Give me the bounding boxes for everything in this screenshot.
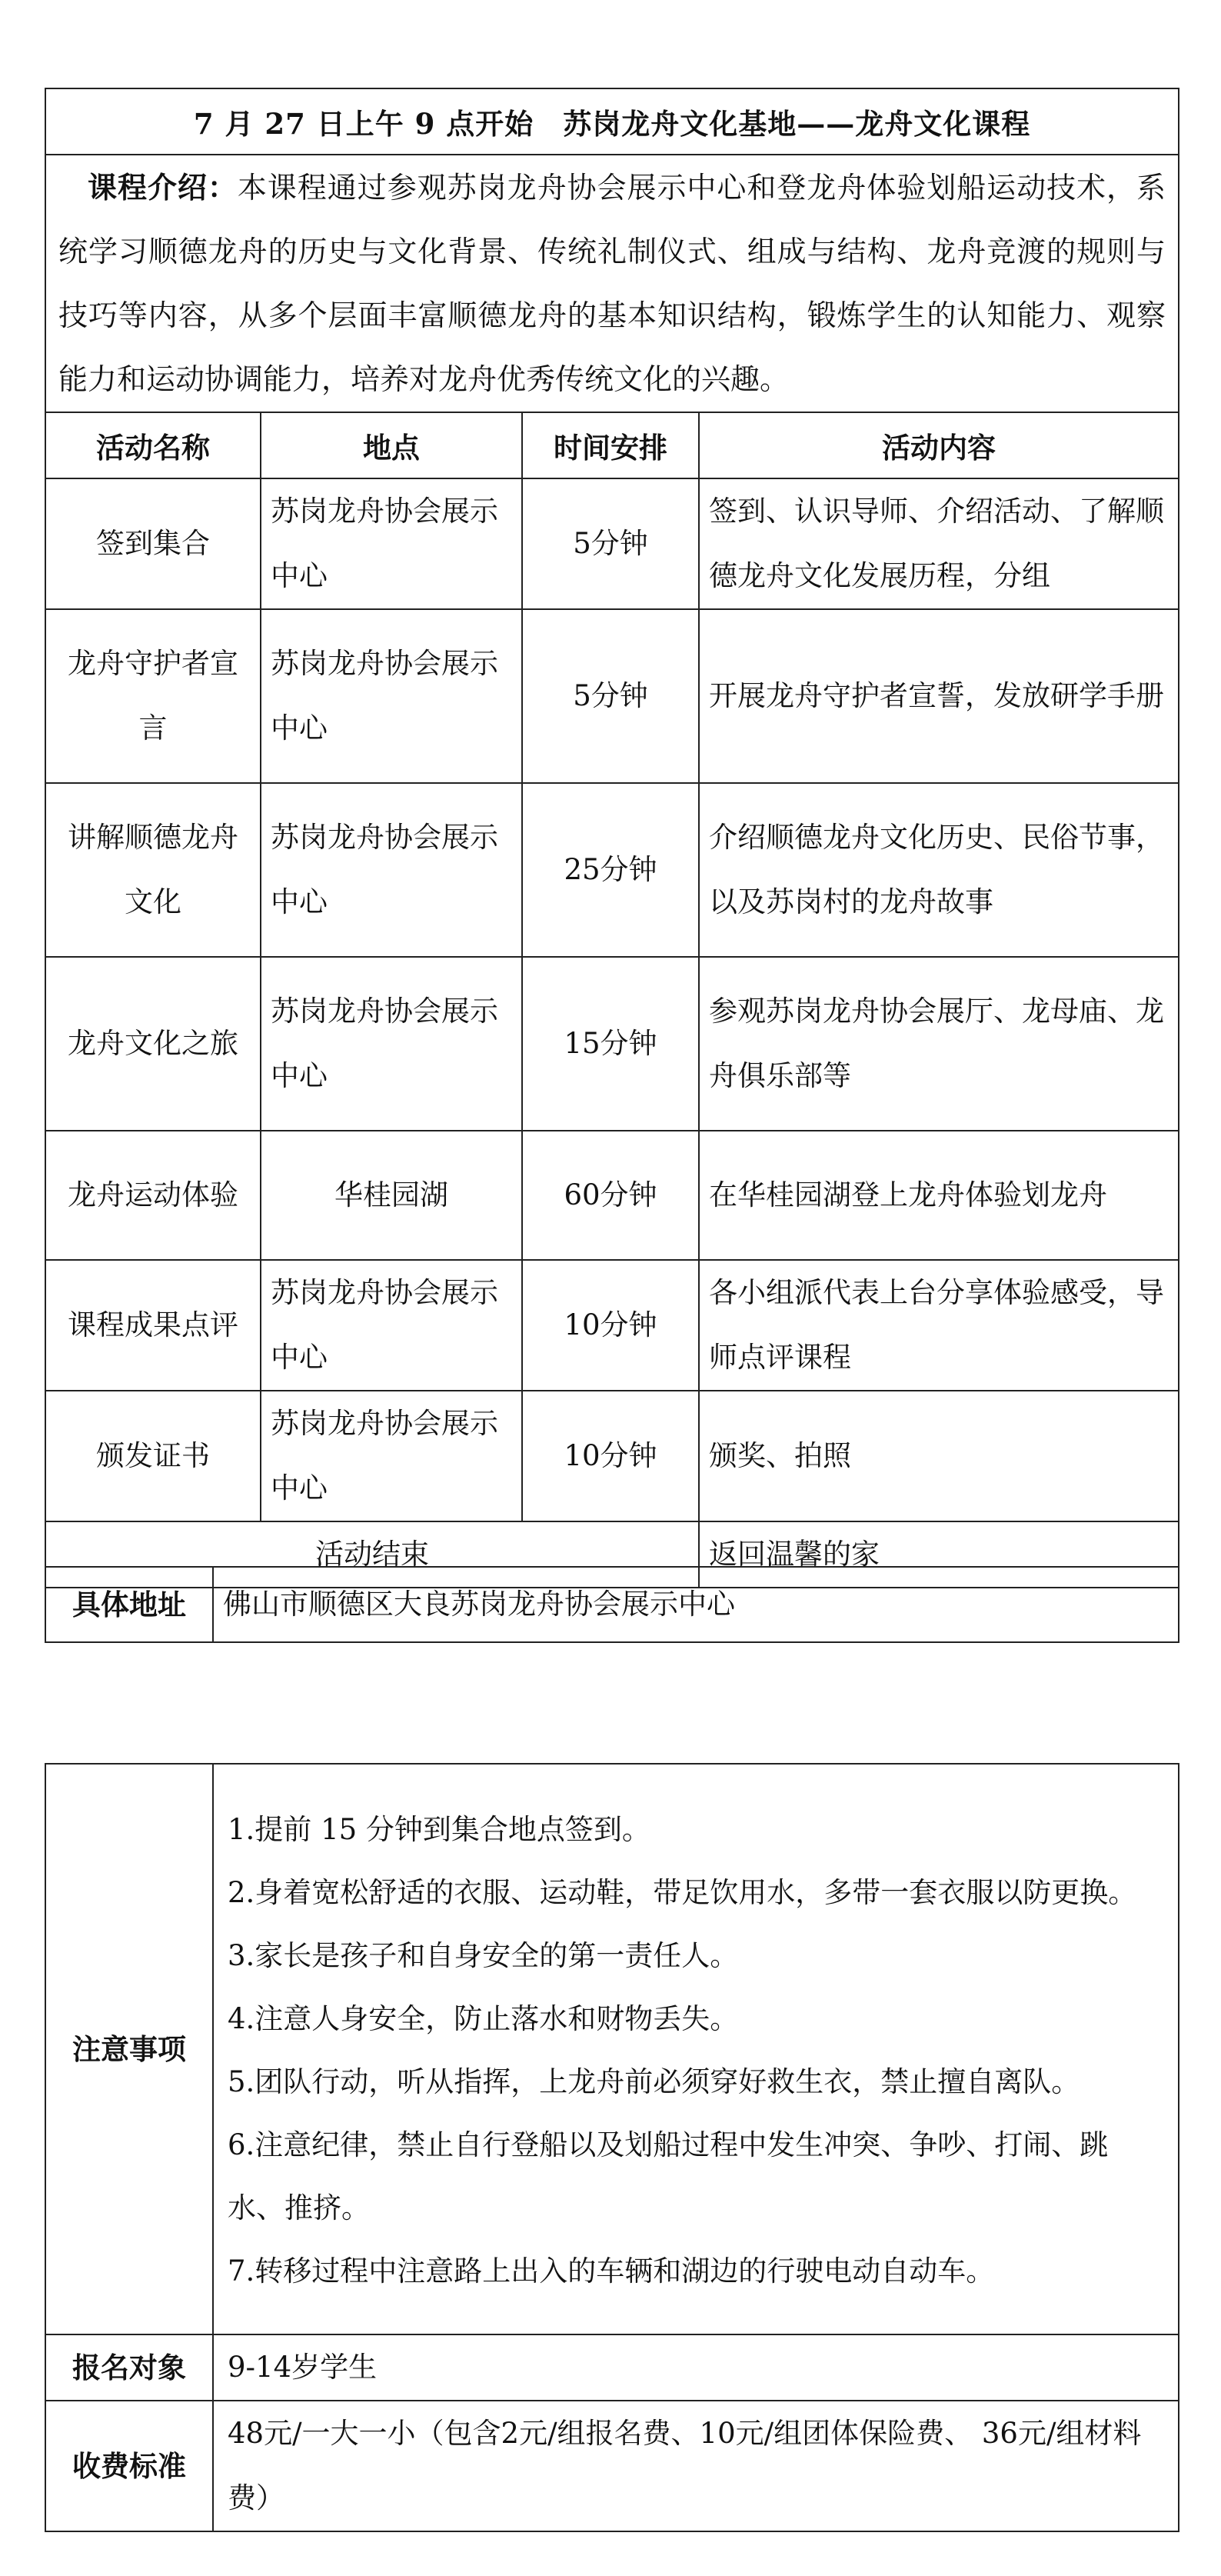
fee-value: 48元/一大一小（包含2元/组报名费、10元/组团体保险费、 36元/组材料费） <box>213 2401 1179 2531</box>
list-item: 6.注意纪律，禁止自行登船以及划船过程中发生冲突、争吵、打闹、跳水、推挤。 <box>228 2128 1109 2224</box>
table-row <box>45 783 1179 957</box>
activity-name: 龙舟守护者宣言 <box>45 609 261 783</box>
activity-place: 苏岗龙舟协会展示中心 <box>261 1260 522 1391</box>
header-time: 时间安排 <box>522 412 699 478</box>
table-row <box>45 1260 1179 1391</box>
activity-name: 龙舟文化之旅 <box>45 957 261 1131</box>
activity-name: 讲解顺德龙舟文化 <box>45 783 261 957</box>
target-value: 9-14岁学生 <box>213 2334 1179 2401</box>
schedule-header-row <box>45 412 1179 478</box>
list-item: 1.提前 15 分钟到集合地点签到。 <box>228 1813 650 1846</box>
table-row <box>45 957 1179 1131</box>
list-item: 3.家长是孩子和自身安全的第一责任人。 <box>228 1939 739 1972</box>
registration-info-table <box>45 1763 1179 2532</box>
activity-content: 颁奖、拍照 <box>699 1391 1179 1521</box>
activity-content: 签到、认识导师、介绍活动、了解顺德龙舟文化发展历程，分组 <box>699 478 1179 609</box>
course-intro <box>45 155 1179 412</box>
intro-label: 课程介绍： <box>88 170 238 205</box>
activity-name: 龙舟运动体验 <box>45 1131 261 1260</box>
activity-place: 苏岗龙舟协会展示中心 <box>261 957 522 1131</box>
activity-time: 10分钟 <box>522 1260 699 1391</box>
activity-time: 5分钟 <box>522 609 699 783</box>
activity-time: 60分钟 <box>522 1131 699 1260</box>
activity-name: 课程成果点评 <box>45 1260 261 1391</box>
list-item: 2.身着宽松舒适的衣服、运动鞋，带足饮用水，多带一套衣服以防更换。 <box>228 1876 1137 1909</box>
activity-time: 15分钟 <box>522 957 699 1131</box>
activity-place: 华桂园湖 <box>261 1131 522 1260</box>
activity-time: 5分钟 <box>522 478 699 609</box>
activity-end-content: 返回温馨的家 <box>699 1521 1179 1588</box>
header-content: 活动内容 <box>699 412 1179 478</box>
course-title: 7 月 27 日上午 9 点开始 苏岗龙舟文化基地——龙舟文化课程 <box>45 88 1179 155</box>
address-table <box>45 1566 1179 1643</box>
activity-place: 苏岗龙舟协会展示中心 <box>261 609 522 783</box>
course-schedule-table <box>45 88 1179 1588</box>
activity-content: 参观苏岗龙舟协会展厅、龙母庙、龙舟俱乐部等 <box>699 957 1179 1131</box>
address-label: 具体地址 <box>45 1567 213 1642</box>
list-item: 7.转移过程中注意路上出入的车辆和湖边的行驶电动自动车。 <box>228 2254 995 2288</box>
activity-content: 各小组派代表上台分享体验感受，导师点评课程 <box>699 1260 1179 1391</box>
activity-content: 在华桂园湖登上龙舟体验划龙舟 <box>699 1131 1179 1260</box>
list-item: 4.注意人身安全，防止落水和财物丢失。 <box>228 2002 739 2035</box>
table-row <box>45 478 1179 609</box>
activity-name: 颁发证书 <box>45 1391 261 1521</box>
activity-time: 25分钟 <box>522 783 699 957</box>
activity-time: 10分钟 <box>522 1391 699 1521</box>
table-row <box>45 1131 1179 1260</box>
header-activity-name: 活动名称 <box>45 412 261 478</box>
table-row <box>45 1391 1179 1521</box>
activity-end-label: 活动结束 <box>45 1521 699 1588</box>
activity-place: 苏岗龙舟协会展示中心 <box>261 783 522 957</box>
address-value: 佛山市顺德区大良苏岗龙舟协会展示中心 <box>213 1567 1179 1642</box>
activity-content: 开展龙舟守护者宣誓，发放研学手册 <box>699 609 1179 783</box>
activity-name: 签到集合 <box>45 478 261 609</box>
notes-label: 注意事项 <box>45 1764 213 2334</box>
intro-text: 本课程通过参观苏岗龙舟协会展示中心和登龙舟体验划船运动技术，系统学习顺德龙舟的历史与文化背景、传统礼制仪式、组成与结构、龙舟竞渡的规则与技巧等内容，从多个层面丰富顺德龙舟的基本知识结构，锻炼学生的认知能力、观察能力和运动协调能力，培养对龙舟优秀传统文化的兴趣。 <box>58 171 1166 396</box>
table-row <box>45 609 1179 783</box>
header-place: 地点 <box>261 412 522 478</box>
activity-place: 苏岗龙舟协会展示中心 <box>261 1391 522 1521</box>
list-item: 5.团队行动，听从指挥，上龙舟前必须穿好救生衣，禁止擅自离队。 <box>228 2065 1080 2098</box>
target-label: 报名对象 <box>45 2334 213 2401</box>
activity-place: 苏岗龙舟协会展示中心 <box>261 478 522 609</box>
activity-content: 介绍顺德龙舟文化历史、民俗节事，以及苏岗村的龙舟故事 <box>699 783 1179 957</box>
fee-label: 收费标准 <box>45 2401 213 2531</box>
notes-list <box>213 1764 1179 2334</box>
